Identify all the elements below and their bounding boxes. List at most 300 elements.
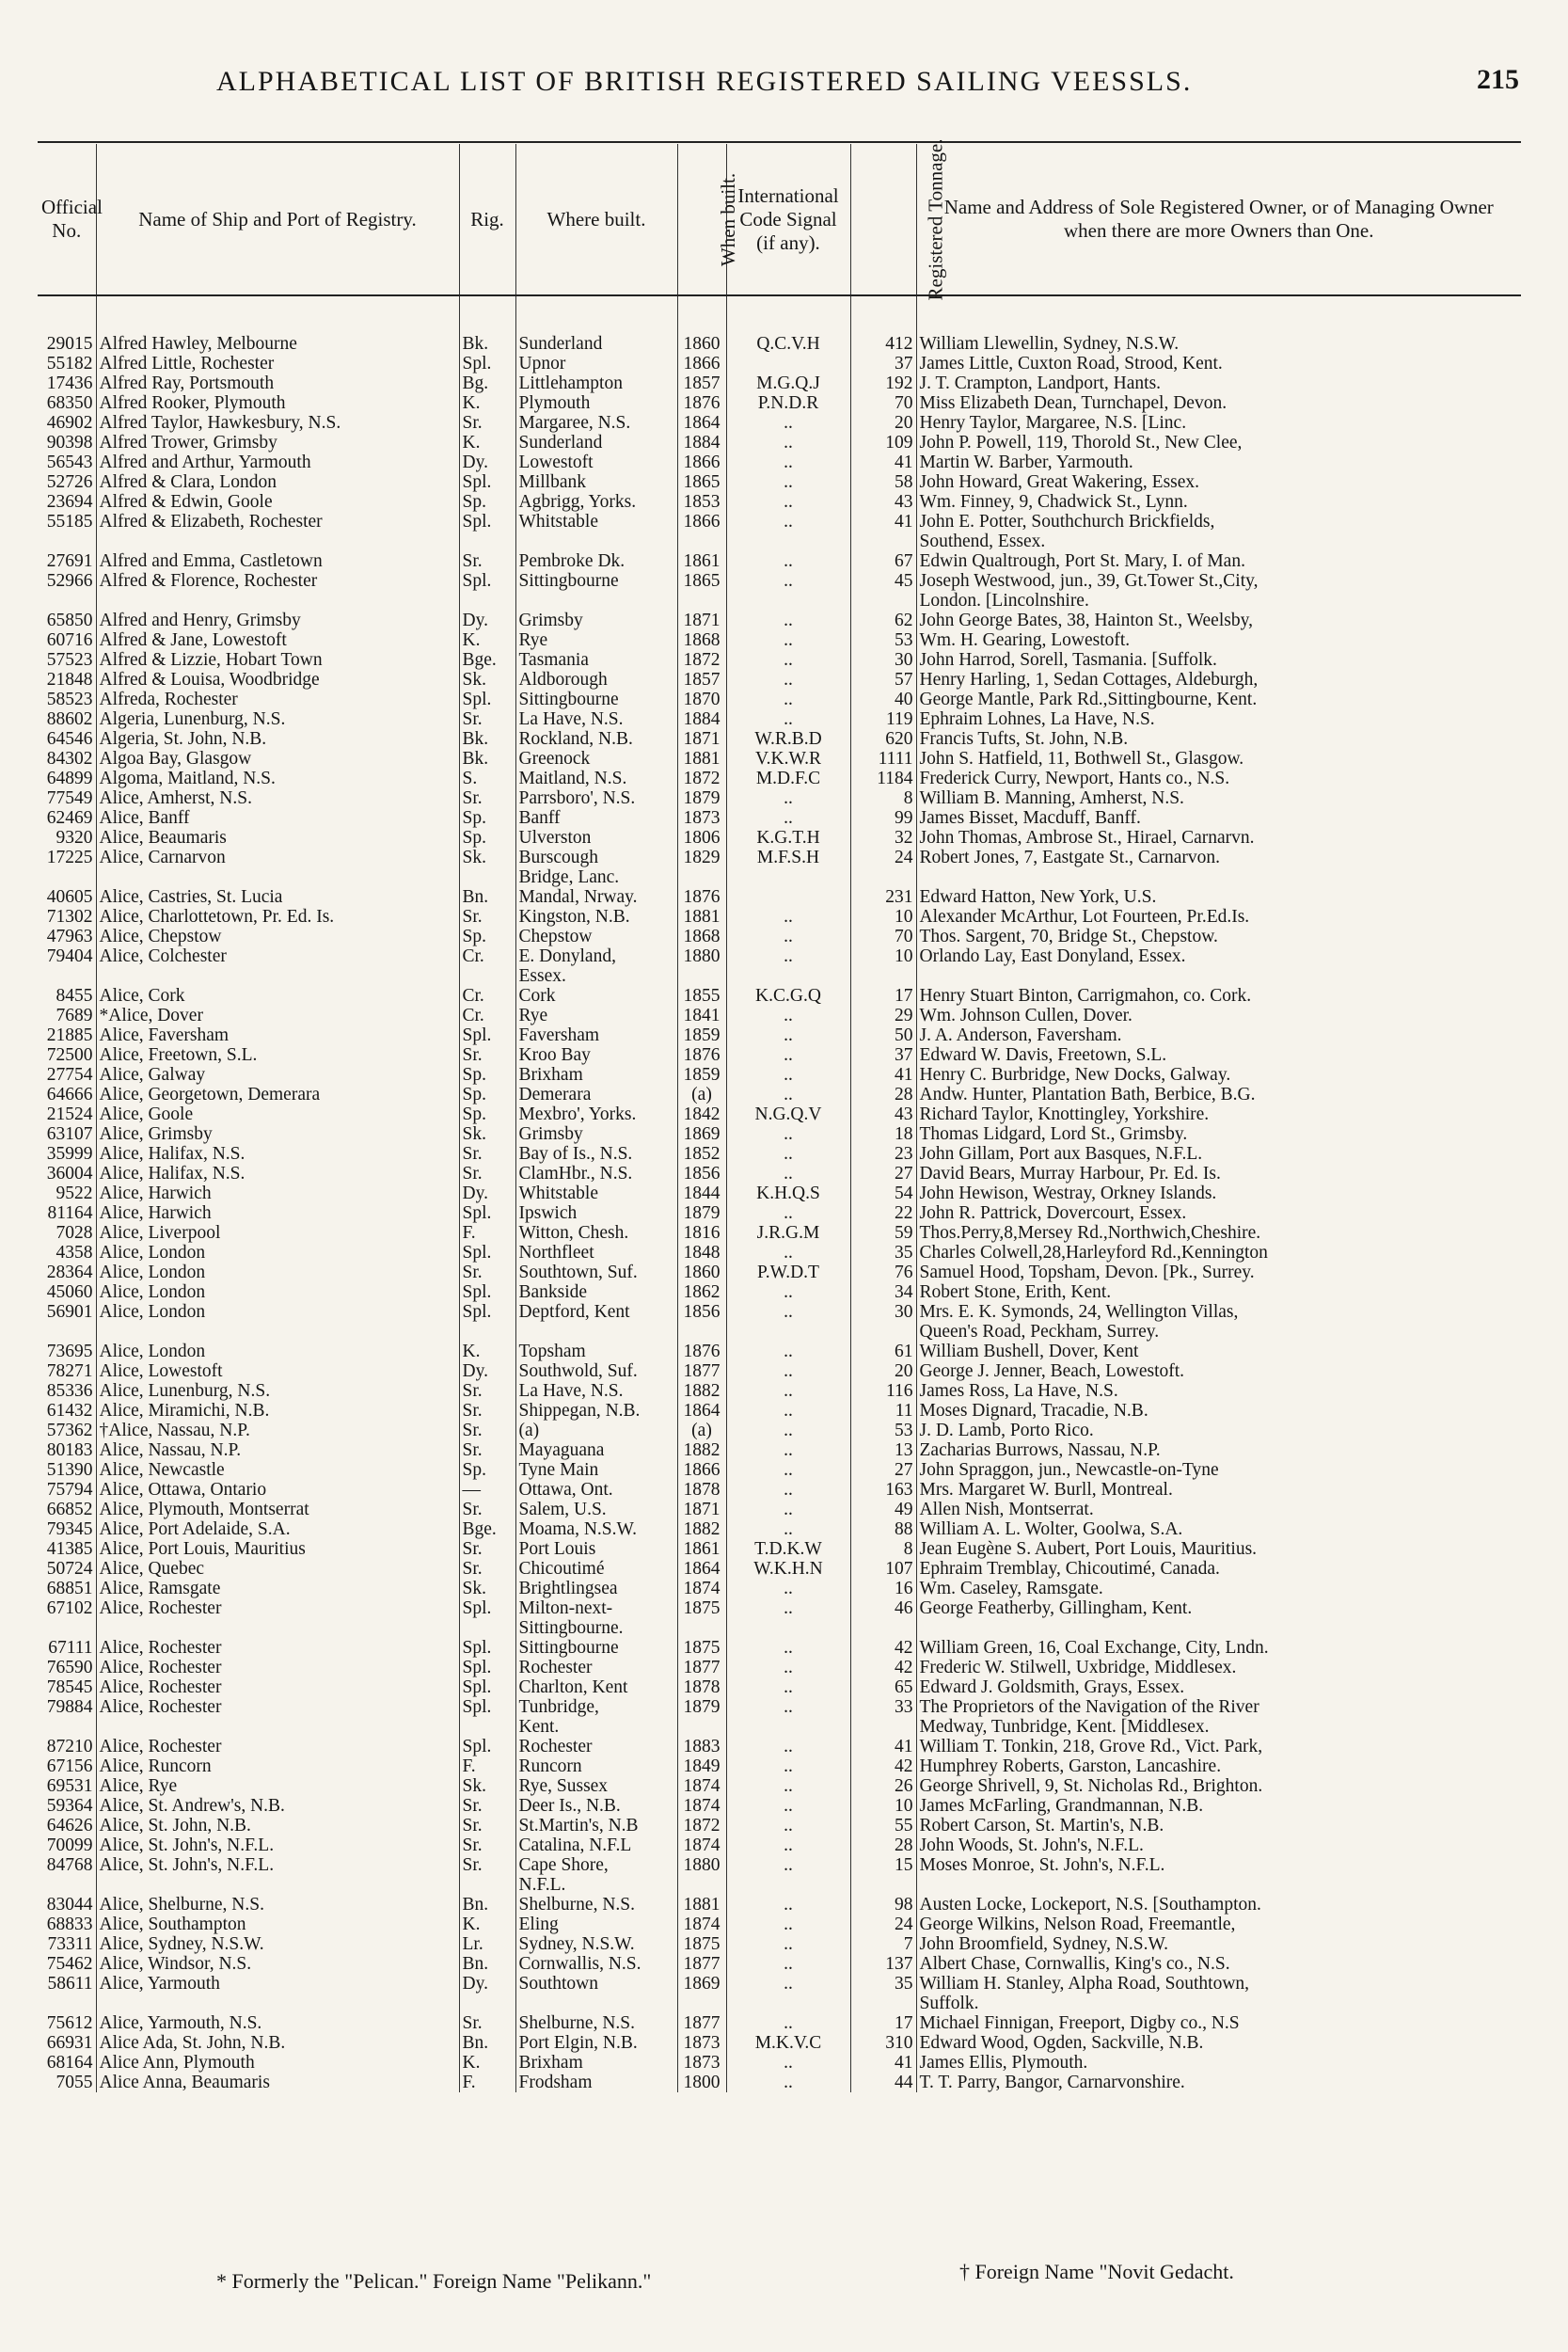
ship-name-cell: Alfred Ray, Portsmouth [96, 373, 459, 393]
where-built-cell: Witton, Chesh. [515, 1223, 677, 1243]
official-no-cell [38, 966, 96, 986]
table-row [38, 472, 1521, 492]
where-built-cell: Aldborough [515, 670, 677, 690]
ship-name-cell: Alice, Nassau, N.P. [96, 1440, 459, 1460]
ship-name-cell: Alice, Shelburne, N.S. [96, 1895, 459, 1915]
rig-cell: K. [459, 1915, 515, 1934]
where-built-cell: Sunderland [515, 433, 677, 453]
official-no-cell: 78271 [38, 1361, 96, 1381]
when-built-cell [677, 1618, 726, 1638]
official-no-cell: 59364 [38, 1796, 96, 1816]
official-no-cell: 85336 [38, 1381, 96, 1401]
official-no-cell: 88602 [38, 709, 96, 729]
signal-cell: .. [726, 670, 850, 690]
when-built-cell: 1879 [677, 1203, 726, 1223]
ship-name-cell: Alice, Southampton [96, 1915, 459, 1934]
ship-name-cell [96, 532, 459, 551]
signal-cell: .. [726, 433, 850, 453]
when-built-cell: 1868 [677, 927, 726, 946]
ship-name-cell: Alice, London [96, 1243, 459, 1263]
when-built-cell: 1873 [677, 2033, 726, 2053]
tonnage-cell: 27 [850, 1164, 916, 1184]
owner-cell: Robert Jones, 7, Eastgate St., Carnarvon. [919, 848, 1221, 867]
col-header-when-built-text: When built. [716, 172, 739, 266]
signal-cell: .. [726, 1480, 850, 1500]
table-row [38, 1934, 1521, 1954]
tonnage-cell: 46 [850, 1598, 916, 1618]
rig-cell: Bge. [459, 1519, 515, 1539]
owner-cell: William H. Stanley, Alpha Road, Southtown, [919, 1974, 1250, 1994]
where-built-cell: Plymouth [515, 393, 677, 413]
where-built-cell: Salem, U.S. [515, 1500, 677, 1519]
tonnage-cell: 41 [850, 512, 916, 532]
ship-name-cell: Alfred & Florence, Rochester [96, 571, 459, 591]
ship-name-cell: Alice, London [96, 1263, 459, 1282]
owner-cell: John R. Pattrick, Dovercourt, Essex. [919, 1203, 1187, 1223]
ship-name-cell: Alice, Yarmouth, N.S. [96, 2013, 459, 2033]
when-built-cell: 1877 [677, 1954, 726, 1974]
signal-cell: .. [726, 1796, 850, 1816]
signal-cell: N.G.Q.V [726, 1104, 850, 1124]
where-built-cell: Mayaguana [515, 1440, 677, 1460]
table-row [38, 769, 1521, 788]
table-row [38, 709, 1521, 729]
where-built-cell: Kingston, N.B. [515, 907, 677, 927]
where-built-cell: Brixham [515, 2053, 677, 2073]
table-row [38, 788, 1521, 808]
when-built-cell: 1872 [677, 650, 726, 670]
tonnage-cell: 44 [850, 2073, 916, 2092]
official-no-cell: 8455 [38, 986, 96, 1006]
where-built-cell: Port Louis [515, 1539, 677, 1559]
ship-name-cell [96, 867, 459, 887]
signal-cell [726, 1717, 850, 1737]
ship-name-cell: Alice, Goole [96, 1104, 459, 1124]
owner-cell: Zacharias Burrows, Nassau, N.P. [919, 1440, 1161, 1460]
tonnage-cell: 30 [850, 650, 916, 670]
when-built-cell: 1865 [677, 472, 726, 492]
official-no-cell: 80183 [38, 1440, 96, 1460]
table-row [38, 1302, 1521, 1322]
signal-cell: .. [726, 1243, 850, 1263]
tonnage-cell: 22 [850, 1203, 916, 1223]
official-no-cell: 66931 [38, 2033, 96, 2053]
rig-cell: Spl. [459, 1677, 515, 1697]
rig-cell: Dy. [459, 611, 515, 630]
where-built-cell: Moama, N.S.W. [515, 1519, 677, 1539]
table-row [38, 808, 1521, 828]
ship-name-cell: Alice, Ramsgate [96, 1579, 459, 1598]
owner-cell: James Ross, La Have, N.S. [919, 1381, 1118, 1401]
official-no-cell: 9522 [38, 1184, 96, 1203]
where-built-cell: Rye [515, 1006, 677, 1025]
when-built-cell: (a) [677, 1085, 726, 1104]
official-no-cell: 62469 [38, 808, 96, 828]
signal-cell: .. [726, 650, 850, 670]
where-built-cell: Bay of Is., N.S. [515, 1144, 677, 1164]
signal-cell: M.F.S.H [726, 848, 850, 867]
ship-name-cell: *Alice, Dover [96, 1006, 459, 1025]
table-row [38, 591, 1521, 611]
table-row [38, 1223, 1521, 1243]
when-built-cell: 1871 [677, 611, 726, 630]
table-row [38, 1460, 1521, 1480]
when-built-cell: 1884 [677, 433, 726, 453]
where-built-cell: Agbrigg, Yorks. [515, 492, 677, 512]
owner-cell [916, 867, 1521, 887]
official-no-cell: 4358 [38, 1243, 96, 1263]
owner-cell: Ephraim Tremblay, Chicoutimé, Canada. [919, 1559, 1220, 1579]
table-row [38, 867, 1521, 887]
owner-cell: Wm. Finney, 9, Chadwick St., Lynn. [919, 492, 1188, 512]
ship-name-cell: Alice, Miramichi, N.B. [96, 1401, 459, 1421]
when-built-cell: 1849 [677, 1756, 726, 1776]
rig-cell: Sp. [459, 927, 515, 946]
where-built-cell: Grimsby [515, 611, 677, 630]
when-built-cell: 1877 [677, 1658, 726, 1677]
where-built-cell: Tunbridge, [515, 1697, 677, 1717]
owner-cell: George J. Jenner, Beach, Lowestoft. [919, 1361, 1185, 1381]
owner-cell: Wm. H. Gearing, Lowestoft. [919, 630, 1131, 650]
tonnage-cell: 116 [850, 1381, 916, 1401]
rig-cell [459, 867, 515, 887]
when-built-cell: 1860 [677, 295, 726, 354]
ship-name-cell: Alice, Rochester [96, 1638, 459, 1658]
owner-cell: Andw. Hunter, Plantation Bath, Berbice, B.G. [919, 1085, 1256, 1104]
rig-cell: Bk. [459, 729, 515, 749]
ship-name-cell: Alice, Castries, St. Lucia [96, 887, 459, 907]
official-no-cell: 36004 [38, 1164, 96, 1184]
owner-cell: James Bisset, Macduff, Banff. [919, 808, 1141, 828]
rig-cell: Spl. [459, 690, 515, 709]
when-built-cell: 1866 [677, 354, 726, 373]
when-built-cell: 1844 [677, 1184, 726, 1203]
where-built-cell: Shelburne, N.S. [515, 2013, 677, 2033]
table-row [38, 1875, 1521, 1895]
when-built-cell: 1829 [677, 848, 726, 867]
tonnage-cell: 42 [850, 1638, 916, 1658]
table-row [38, 1203, 1521, 1223]
official-no-cell: 79884 [38, 1697, 96, 1717]
rig-cell: Sk. [459, 1776, 515, 1796]
rig-cell: Sp. [459, 1085, 515, 1104]
owner-cell: Jean Eugène S. Aubert, Port Louis, Mauritius. [919, 1539, 1258, 1559]
ship-name-cell: Alice, Colchester [96, 946, 459, 966]
table-row [38, 729, 1521, 749]
when-built-cell: 1860 [677, 1263, 726, 1282]
when-built-cell: 1842 [677, 1104, 726, 1124]
rig-cell: F. [459, 1223, 515, 1243]
owner-cell: George Mantle, Park Rd.,Sittingbourne, Kent. [919, 690, 1258, 709]
official-no-cell: 41385 [38, 1539, 96, 1559]
owner-cell: John George Bates, 38, Hainton St., Weelsby, [919, 611, 1253, 630]
tonnage-cell: 49 [850, 1500, 916, 1519]
tonnage-cell [850, 1994, 916, 2013]
table-row [38, 1895, 1521, 1915]
where-built-cell: Sunderland [515, 295, 677, 354]
tonnage-cell: 37 [850, 1045, 916, 1065]
owner-cell: Southend, Essex. [919, 532, 1046, 551]
signal-cell: W.R.B.D [726, 729, 850, 749]
rig-cell: Lr. [459, 1934, 515, 1954]
signal-cell: .. [726, 1421, 850, 1440]
official-no-cell: 90398 [38, 433, 96, 453]
tonnage-cell: 7 [850, 1934, 916, 1954]
when-built-cell: 1875 [677, 1638, 726, 1658]
owner-cell: John S. Hatfield, 11, Bothwell St., Glasgow. [919, 749, 1244, 769]
where-built-cell: Runcorn [515, 1756, 677, 1776]
where-built-cell: Mexbro', Yorks. [515, 1104, 677, 1124]
ship-name-cell: Alfred & Louisa, Woodbridge [96, 670, 459, 690]
official-no-cell: 9320 [38, 828, 96, 848]
signal-cell: P.W.D.T [726, 1263, 850, 1282]
tonnage-cell [850, 1322, 916, 1342]
signal-cell: M.D.F.C [726, 769, 850, 788]
official-no-cell: 81164 [38, 1203, 96, 1223]
signal-cell: K.C.G.Q [726, 986, 850, 1006]
official-no-cell: 83044 [38, 1895, 96, 1915]
table-row [38, 1737, 1521, 1756]
when-built-cell: 1878 [677, 1480, 726, 1500]
table-row [38, 749, 1521, 769]
tonnage-cell: 54 [850, 1184, 916, 1203]
rig-cell: Sr. [459, 709, 515, 729]
official-no-cell [38, 591, 96, 611]
table-row [38, 1519, 1521, 1539]
ship-name-cell: Alice, Windsor, N.S. [96, 1954, 459, 1974]
table-row [38, 1697, 1521, 1717]
signal-cell: .. [726, 472, 850, 492]
when-built-cell: (a) [677, 1421, 726, 1440]
owner-cell: William Llewellin, Sydney, N.S.W. [919, 334, 1180, 354]
when-built-cell: 1864 [677, 1401, 726, 1421]
ship-name-cell: Alice, Rye [96, 1776, 459, 1796]
table-row [38, 887, 1521, 907]
tonnage-cell: 192 [850, 373, 916, 393]
rig-cell: Sr. [459, 1263, 515, 1282]
when-built-cell: 1872 [677, 1816, 726, 1836]
official-no-cell: 73311 [38, 1934, 96, 1954]
tonnage-cell: 26 [850, 1776, 916, 1796]
where-built-cell: Rye [515, 630, 677, 650]
when-built-cell: 1856 [677, 1164, 726, 1184]
tonnage-cell: 41 [850, 1065, 916, 1085]
table-row [38, 650, 1521, 670]
owner-cell: Frederic W. Stilwell, Uxbridge, Middlesex. [919, 1658, 1237, 1677]
signal-cell: .. [726, 2013, 850, 2033]
official-no-cell: 79345 [38, 1519, 96, 1539]
official-no-cell: 68851 [38, 1579, 96, 1598]
where-built-cell: Rye, Sussex [515, 1776, 677, 1796]
where-built-cell: N.F.L. [515, 1875, 677, 1895]
signal-cell: M.K.V.C [726, 2033, 850, 2053]
official-no-cell: 52726 [38, 472, 96, 492]
ship-name-cell [96, 1322, 459, 1342]
owner-cell: William Bushell, Dover, Kent [919, 1342, 1139, 1361]
page-title: ALPHABETICAL LIST OF BRITISH REGISTERED SAILING VEESSLS. [216, 66, 1193, 97]
official-no-cell: 75794 [38, 1480, 96, 1500]
signal-cell: .. [726, 788, 850, 808]
ship-name-cell: Alice, London [96, 1282, 459, 1302]
when-built-cell: 1859 [677, 1065, 726, 1085]
tonnage-cell: 34 [850, 1282, 916, 1302]
official-no-cell: 84768 [38, 1855, 96, 1875]
table-row [38, 670, 1521, 690]
table-row [38, 848, 1521, 867]
official-no-cell: 52966 [38, 571, 96, 591]
where-built-cell: Burscough [515, 848, 677, 867]
owner-cell: Thomas Lidgard, Lord St., Grimsby. [919, 1124, 1188, 1144]
owner-cell: George Wilkins, Nelson Road, Freemantle, [919, 1915, 1236, 1934]
where-built-cell: Whitstable [515, 512, 677, 532]
signal-cell: .. [726, 1638, 850, 1658]
when-built-cell: 1857 [677, 373, 726, 393]
where-built-cell: Ulverston [515, 828, 677, 848]
table-row [38, 373, 1521, 393]
table-row [38, 551, 1521, 571]
rig-cell: Spl. [459, 1658, 515, 1677]
where-built-cell: Kent. [515, 1717, 677, 1737]
signal-cell: .. [726, 1895, 850, 1915]
rig-cell: Bn. [459, 1895, 515, 1915]
tonnage-cell: 45 [850, 571, 916, 591]
official-no-cell: 29015 [38, 295, 96, 354]
signal-cell: .. [726, 1440, 850, 1460]
official-no-cell [38, 532, 96, 551]
tonnage-cell: 43 [850, 492, 916, 512]
where-built-cell: Mandal, Nrway. [515, 887, 677, 907]
table-row [38, 828, 1521, 848]
tonnage-cell: 42 [850, 1756, 916, 1776]
official-no-cell: 56901 [38, 1302, 96, 1322]
when-built-cell: 1878 [677, 1677, 726, 1697]
where-built-cell: Sydney, N.S.W. [515, 1934, 677, 1954]
when-built-cell: 1883 [677, 1737, 726, 1756]
ship-name-cell: Algoma, Maitland, N.S. [96, 769, 459, 788]
table-row [38, 1322, 1521, 1342]
tonnage-cell: 55 [850, 1816, 916, 1836]
tonnage-cell: 32 [850, 828, 916, 848]
table-row [38, 1065, 1521, 1085]
owner-cell: William B. Manning, Amherst, N.S. [919, 788, 1184, 808]
tonnage-cell: 1111 [850, 749, 916, 769]
when-built-cell: 1882 [677, 1381, 726, 1401]
tonnage-cell: 70 [850, 927, 916, 946]
table-row [38, 1381, 1521, 1401]
rig-cell: Sk. [459, 1579, 515, 1598]
ship-name-cell: Alice, Harwich [96, 1184, 459, 1203]
ship-name-cell: Alfred & Jane, Lowestoft [96, 630, 459, 650]
when-built-cell: 1868 [677, 630, 726, 650]
when-built-cell: 1871 [677, 729, 726, 749]
header-rule [38, 141, 1521, 143]
rig-cell [459, 966, 515, 986]
where-built-cell: Shelburne, N.S. [515, 1895, 677, 1915]
ship-name-cell: †Alice, Nassau, N.P. [96, 1421, 459, 1440]
official-no-cell: 21524 [38, 1104, 96, 1124]
table-row [38, 1717, 1521, 1737]
owner-cell: Robert Stone, Erith, Kent. [919, 1282, 1112, 1302]
where-built-cell: Sittingbourne. [515, 1618, 677, 1638]
where-built-cell: Chicoutimé [515, 1559, 677, 1579]
when-built-cell: 1871 [677, 1500, 726, 1519]
signal-cell: .. [726, 2053, 850, 2073]
rig-cell: Sr. [459, 1855, 515, 1875]
when-built-cell: 1884 [677, 709, 726, 729]
official-no-cell: 7028 [38, 1223, 96, 1243]
when-built-cell: 1881 [677, 749, 726, 769]
where-built-cell: Cork [515, 986, 677, 1006]
official-no-cell: 76590 [38, 1658, 96, 1677]
table-row [38, 512, 1521, 532]
when-built-cell: 1865 [677, 571, 726, 591]
ship-register-table [38, 138, 1521, 2092]
rig-cell: Spl. [459, 354, 515, 373]
ship-name-cell: Alice, Grimsby [96, 1124, 459, 1144]
ship-name-cell: Alice, Liverpool [96, 1223, 459, 1243]
rig-cell: Bge. [459, 650, 515, 670]
where-built-cell: Shippegan, N.B. [515, 1401, 677, 1421]
owner-cell: Edward J. Goldsmith, Grays, Essex. [919, 1677, 1185, 1697]
tonnage-cell: 109 [850, 433, 916, 453]
signal-cell: .. [726, 453, 850, 472]
official-no-cell: 79404 [38, 946, 96, 966]
official-no-cell: 55185 [38, 512, 96, 532]
tonnage-cell: 41 [850, 1737, 916, 1756]
where-built-cell: Faversham [515, 1025, 677, 1045]
ship-name-cell: Alice, St. John's, N.F.L. [96, 1855, 459, 1875]
when-built-cell: 1882 [677, 1519, 726, 1539]
rig-cell: Sr. [459, 907, 515, 927]
rig-cell: Bn. [459, 2033, 515, 2053]
tonnage-cell: 13 [850, 1440, 916, 1460]
where-built-cell: Ipswich [515, 1203, 677, 1223]
ship-name-cell: Alice, Faversham [96, 1025, 459, 1045]
official-no-cell: 61432 [38, 1401, 96, 1421]
owner-cell: John Broomfield, Sydney, N.S.W. [919, 1934, 1169, 1954]
when-built-cell: 1864 [677, 1559, 726, 1579]
signal-cell: .. [726, 1381, 850, 1401]
owner-cell: Wm. Caseley, Ramsgate. [919, 1579, 1103, 1598]
signal-cell [726, 887, 850, 907]
signal-cell: .. [726, 1816, 850, 1836]
ship-name-cell: Alice, Charlottetown, Pr. Ed. Is. [96, 907, 459, 927]
owner-cell: James McFarling, Grandmannan, N.B. [919, 1796, 1204, 1816]
rig-cell: Sr. [459, 788, 515, 808]
official-no-cell: 67156 [38, 1756, 96, 1776]
rig-cell: Sp. [459, 808, 515, 828]
where-built-cell: Deer Is., N.B. [515, 1796, 677, 1816]
tonnage-cell: 43 [850, 1104, 916, 1124]
ship-name-cell: Alice, Port Adelaide, S.A. [96, 1519, 459, 1539]
signal-cell: .. [726, 611, 850, 630]
signal-cell: .. [726, 927, 850, 946]
ship-name-cell: Alice, Cork [96, 986, 459, 1006]
table-row [38, 1559, 1521, 1579]
rig-cell [459, 1322, 515, 1342]
table-row [38, 453, 1521, 472]
owner-cell: William Green, 16, Coal Exchange, City, Lndn. [919, 1638, 1269, 1658]
col-header-tonnage-text: Registered Tonnage. [923, 138, 946, 300]
rig-cell: Sk. [459, 1124, 515, 1144]
tonnage-cell: 53 [850, 630, 916, 650]
rig-cell: Sr. [459, 1816, 515, 1836]
table-row [38, 1816, 1521, 1836]
when-built-cell: 1876 [677, 1045, 726, 1065]
table-row [38, 1342, 1521, 1361]
rig-cell: Cr. [459, 946, 515, 966]
table-row [38, 1124, 1521, 1144]
